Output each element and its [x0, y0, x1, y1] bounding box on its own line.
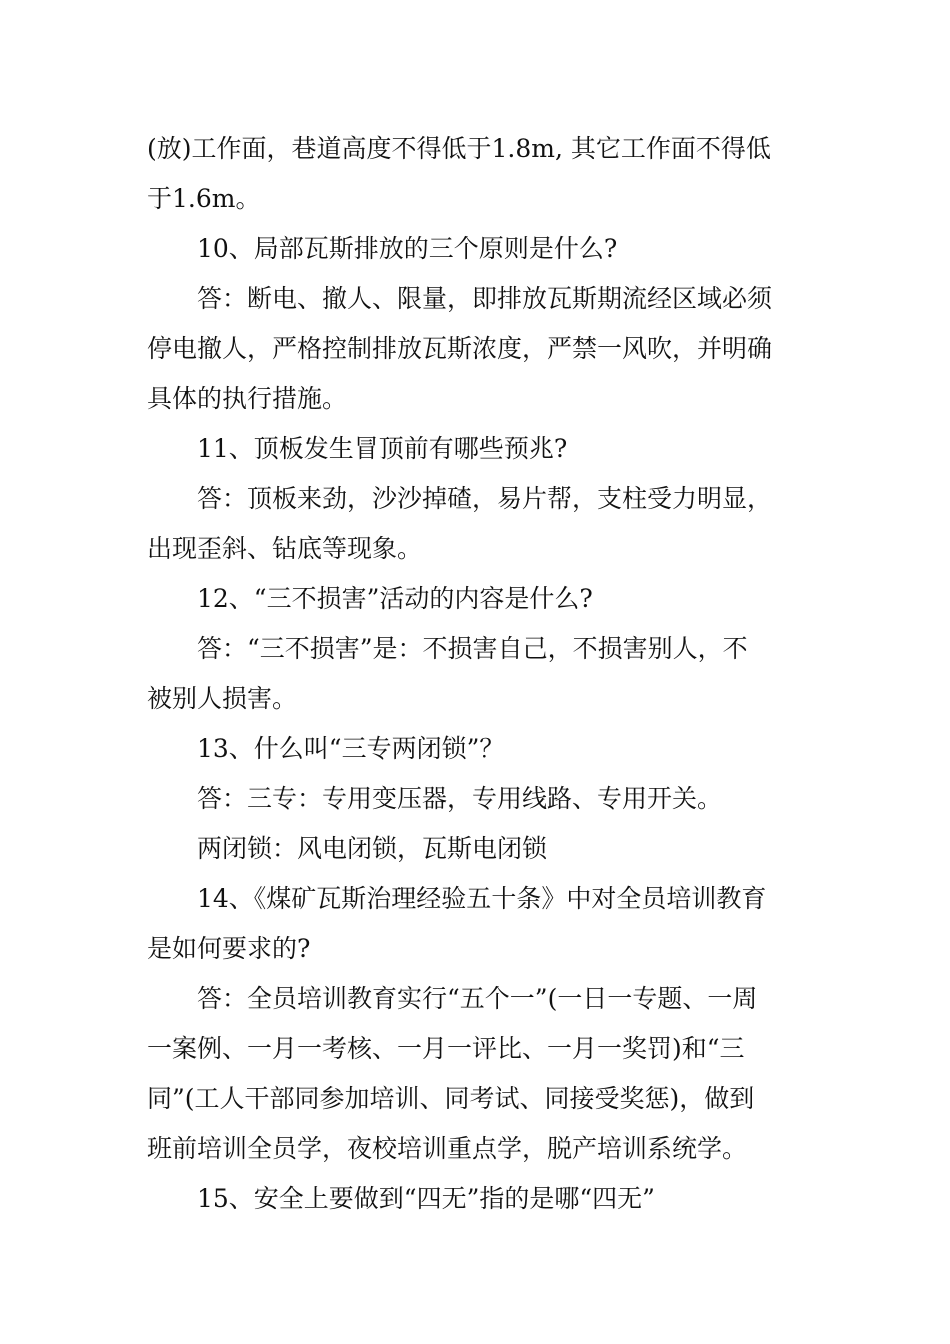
question-line: 11、顶板发生冒顶前有哪些预兆? [197, 434, 568, 463]
text-line: 一案例、一月一考核、一月一评比、一月一奖罚)和“三 [147, 1034, 745, 1063]
text-line: 班前培训全员学，夜校培训重点学，脱产培训系统学。 [147, 1134, 748, 1163]
answer-line: 答：全员培训教育实行“五个一”(一日一专题、一周 [197, 984, 758, 1013]
answer-line: 答：断电、撤人、限量，即排放瓦斯期流经区域必须 [197, 284, 773, 313]
answer-line: 答：“三不损害”是：不损害自己，不损害别人，不 [197, 634, 748, 663]
text-line: 于1.6m。 [147, 184, 261, 213]
text-line: 出现歪斜、钻底等现象。 [147, 534, 423, 563]
answer-line: 答：三专：专用变压器，专用线路、专用开关。 [197, 784, 723, 813]
text-line: 具体的执行措施。 [147, 384, 348, 413]
text-line: 同”(工人干部同参加培训、同考试、同接受奖惩)，做到 [147, 1084, 755, 1113]
answer-line: 答：顶板来劲，沙沙掉碴，易片帮，支柱受力明显， [197, 484, 773, 513]
question-line: 10、局部瓦斯排放的三个原则是什么? [197, 234, 618, 263]
text-line: 是如何要求的? [147, 934, 311, 963]
text-line: 被别人损害。 [147, 684, 298, 713]
question-line: 12、“三不损害”活动的内容是什么? [197, 584, 593, 613]
question-line: 13、什么叫“三专两闭锁”？ [197, 734, 505, 763]
question-line: 14、《煤矿瓦斯治理经验五十条》中对全员培训教育 [197, 884, 767, 913]
text-line: 停电撤人，严格控制排放瓦斯浓度，严禁一风吹，并明确 [147, 334, 773, 363]
text-line: (放)工作面，巷道高度不得低于1.8m, 其它工作面不得低 [147, 134, 771, 163]
document-body [147, 124, 809, 1224]
answer-line: 两闭锁：风电闭锁，瓦斯电闭锁 [197, 834, 548, 863]
question-line: 15、安全上要做到“四无”指的是哪“四无” [197, 1184, 655, 1213]
